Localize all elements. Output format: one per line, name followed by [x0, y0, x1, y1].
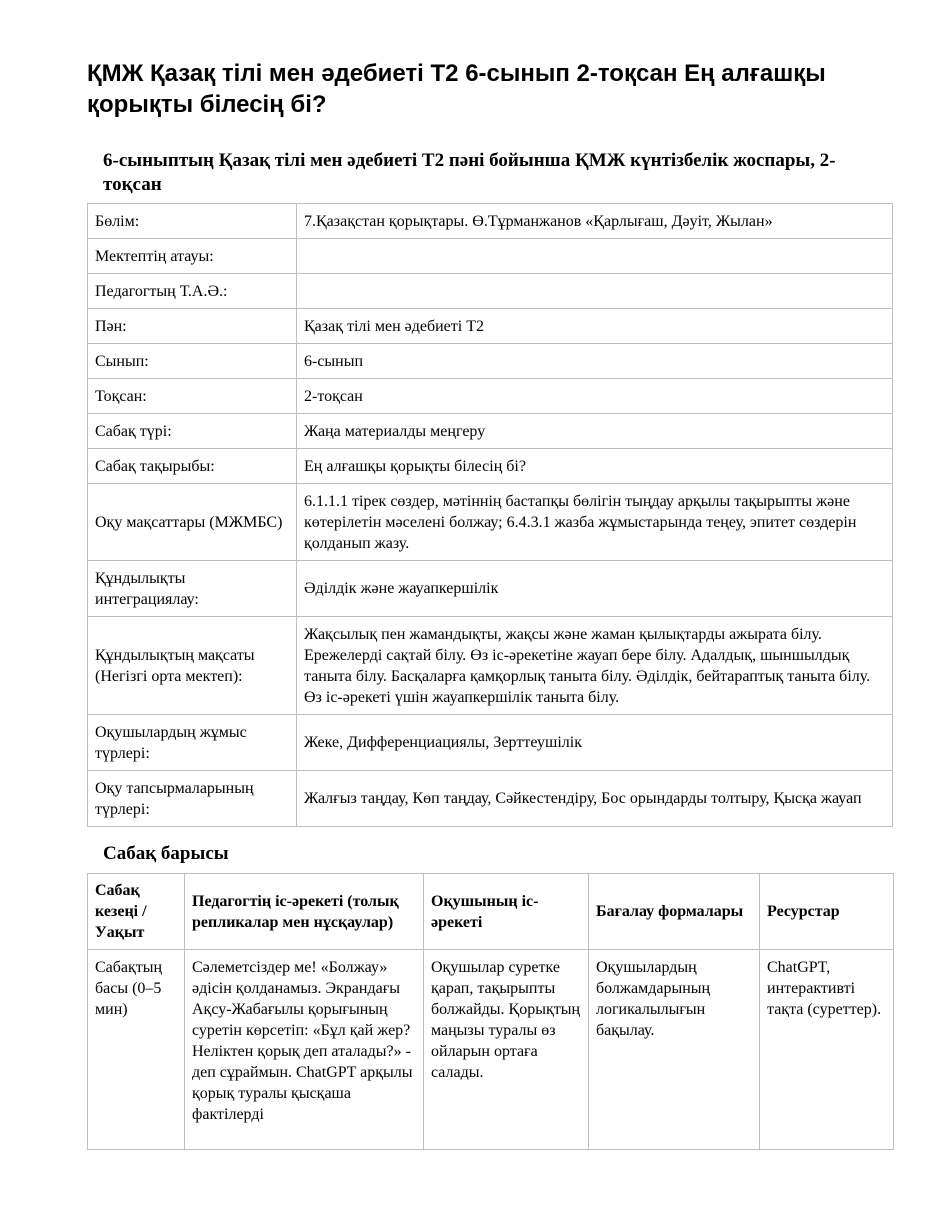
info-value: 6.1.1.1 тірек сөздер, мәтіннің бастапқы бөлігін тыңдау арқылы тақырыпты және көтерілетін мәселені болжау; 6.4.3.1 жазба жұмыстарында теңеу, эпитет сөздерін қолданып жазу. [297, 484, 893, 561]
info-value [297, 274, 893, 309]
info-label: Сынып: [88, 344, 297, 379]
table-row [88, 344, 893, 379]
info-label: Оқушылардың жұмыс түрлері: [88, 715, 297, 771]
header-teacher-actions: Педагогтің іс-әрекеті (толық репликалар мен нұсқаулар) [185, 874, 424, 950]
header-assessment-forms: Бағалау формалары [589, 874, 760, 950]
table-row [88, 561, 893, 617]
info-label: Сабақ түрі: [88, 414, 297, 449]
info-label: Тоқсан: [88, 379, 297, 414]
info-label: Педагогтың Т.А.Ә.: [88, 274, 297, 309]
lesson-progress-title: Сабақ барысы [103, 843, 229, 864]
info-label: Құндылықты интеграциялау: [88, 561, 297, 617]
info-value: Қазақ тілі мен әдебиеті Т2 [297, 309, 893, 344]
lesson-info-table [87, 203, 893, 827]
lesson-progress-table [87, 873, 894, 1150]
info-value: 6-сынып [297, 344, 893, 379]
header-stage-time: Сабақ кезеңі / Уақыт [88, 874, 185, 950]
info-value: Ең алғашқы қорықты білесің бі? [297, 449, 893, 484]
table-row [88, 239, 893, 274]
cell-resources: ChatGPT, интерактивті тақта (суреттер). [760, 950, 894, 1150]
table-row [88, 274, 893, 309]
header-resources: Ресурстар [760, 874, 894, 950]
table-row [88, 379, 893, 414]
info-label: Сабақ тақырыбы: [88, 449, 297, 484]
info-label: Мектептің атауы: [88, 239, 297, 274]
info-value: Жақсылық пен жамандықты, жақсы және жаман қылықтарды ажырата білу. Ережелерді сақтай білу. Өз іс-әрекетіне жауап бере білу. Адалдық, шыншылдық таныта білу. Басқаларға қамқорлық таныта білу. Әділдік, бейтараптық таныта білу. Өз іс-әрекеті үшін жауапкершілік таныта білу. [297, 617, 893, 715]
info-value: Әділдік және жауапкершілік [297, 561, 893, 617]
info-label: Құндылықтың мақсаты (Негізгі орта мектеп): [88, 617, 297, 715]
table-row [88, 715, 893, 771]
table-row [88, 204, 893, 239]
info-value: Жаңа материалды меңгеру [297, 414, 893, 449]
page-title: ҚМЖ Қазақ тілі мен әдебиеті Т2 6-сынып 2-тоқсан Ең алғашқы қорықты білесің бі? [87, 60, 826, 118]
table-row [88, 309, 893, 344]
lesson-table-header-row [88, 874, 894, 950]
info-label: Пән: [88, 309, 297, 344]
info-value: 2-тоқсан [297, 379, 893, 414]
cell-teacher-actions: Сәлеметсіздер ме! «Болжау» әдісін қолданамыз. Экрандағы Ақсу-Жабағылы қорығының суретін көрсетіп: «Бұл қай жер? Неліктен қорық деп аталады?» - деп сұраймын. ChatGPT арқылы қорық туралы қысқаша фактілерді [185, 950, 424, 1150]
cell-stage-time: Сабақтың басы (0–5 мин) [88, 950, 185, 1150]
cell-assessment-forms: Оқушылардың болжамдарының логикалылығын бақылау. [589, 950, 760, 1150]
info-value: Жеке, Дифференциациялы, Зерттеушілік [297, 715, 893, 771]
info-label: Оқу тапсырмаларының түрлері: [88, 771, 297, 827]
document-subtitle: 6-сыныптың Қазақ тілі мен әдебиеті Т2 пәні бойынша ҚМЖ күнтізбелік жоспары, 2-тоқсан [103, 150, 836, 195]
table-row [88, 950, 894, 1150]
info-label: Бөлім: [88, 204, 297, 239]
table-row [88, 771, 893, 827]
header-student-actions: Оқушының іс-әрекеті [424, 874, 589, 950]
info-value: 7.Қазақстан қорықтары. Ө.Тұрманжанов «Қарлығаш, Дәуіт, Жылан» [297, 204, 893, 239]
table-row [88, 449, 893, 484]
info-label: Оқу мақсаттары (МЖМБС) [88, 484, 297, 561]
info-value [297, 239, 893, 274]
table-row [88, 617, 893, 715]
info-value: Жалғыз таңдау, Көп таңдау, Сәйкестендіру, Бос орындарды толтыру, Қысқа жауап [297, 771, 893, 827]
table-row [88, 484, 893, 561]
cell-student-actions: Оқушылар суретке қарап, тақырыпты болжайды. Қорықтың маңызы туралы өз ойларын ортаға салады. [424, 950, 589, 1150]
table-row [88, 414, 893, 449]
